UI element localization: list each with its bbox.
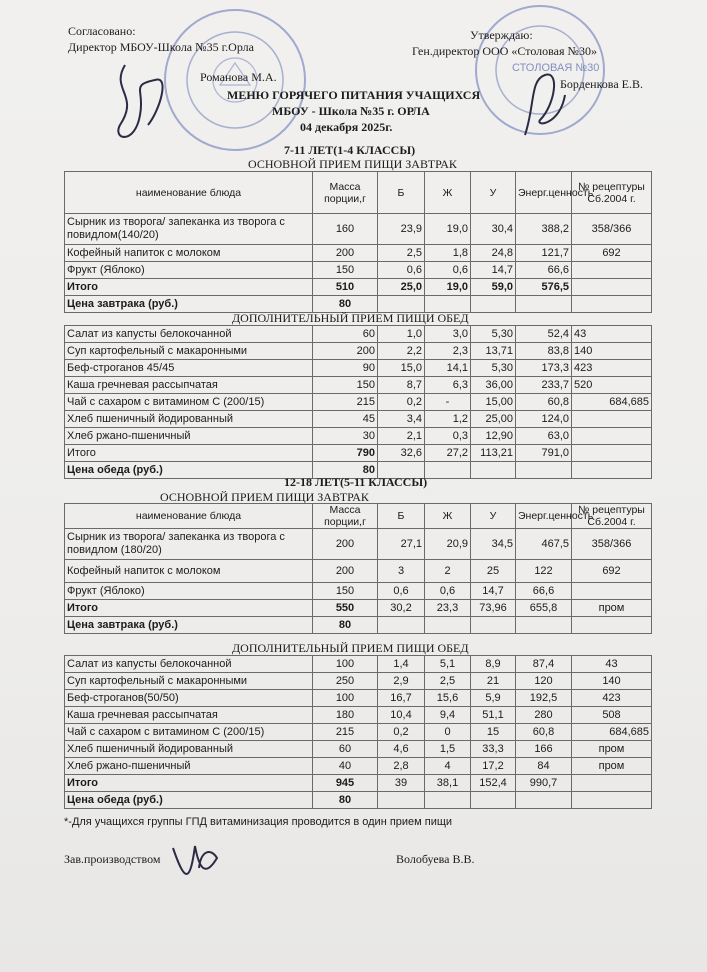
dish-u: 14,7 xyxy=(471,262,516,279)
dish-zh: 9,4 xyxy=(425,707,471,724)
dish-mass: 90 xyxy=(313,360,378,377)
dish-u: 24,8 xyxy=(471,245,516,262)
table-row xyxy=(65,326,652,343)
dish-mass: 215 xyxy=(313,724,378,741)
price-label: Цена завтрака (руб.) xyxy=(65,617,313,634)
total-label: Итого xyxy=(65,279,313,296)
dish-u: 5,9 xyxy=(471,690,516,707)
price-row xyxy=(65,617,652,634)
canteen-stamp-text: СТОЛОВАЯ №30 xyxy=(512,62,600,74)
dish-b: 27,1 xyxy=(378,529,425,560)
dish-u: 51,1 xyxy=(471,707,516,724)
dish-u: 30,4 xyxy=(471,214,516,245)
total-recipe xyxy=(572,445,652,462)
dish-name: Сырник из творога/ запеканка из творога с повидлом (180/20) xyxy=(65,529,313,560)
dish-u: 33,3 xyxy=(471,741,516,758)
dish-recipe: пром xyxy=(572,758,652,775)
table-row xyxy=(65,343,652,360)
price-value: 80 xyxy=(313,792,378,809)
table-header xyxy=(65,504,652,529)
dish-zh: 1,5 xyxy=(425,741,471,758)
dish-b: 2,5 xyxy=(378,245,425,262)
dish-zh: 1,8 xyxy=(425,245,471,262)
approve-name: Борденкова Е.В. xyxy=(560,77,643,91)
dish-energy: 124,0 xyxy=(516,411,572,428)
dish-energy: 66,6 xyxy=(516,583,572,600)
dish-zh: - xyxy=(425,394,471,411)
dish-b: 4,6 xyxy=(378,741,425,758)
dish-recipe: 520 xyxy=(572,377,652,394)
dish-mass: 200 xyxy=(313,245,378,262)
dish-zh: 15,6 xyxy=(425,690,471,707)
price-value: 80 xyxy=(313,296,378,313)
col-u: У xyxy=(471,172,516,214)
total-zh: 23,3 xyxy=(425,600,471,617)
total-zh: 27,2 xyxy=(425,445,471,462)
footnote: *-Для учащихся группы ГПД витаминизация проводится в один прием пищи xyxy=(64,816,453,828)
dish-zh: 0,6 xyxy=(425,583,471,600)
table-row xyxy=(65,394,652,411)
dish-mass: 60 xyxy=(313,326,378,343)
dish-u: 13,71 xyxy=(471,343,516,360)
group1-lunch-table xyxy=(64,325,652,479)
total-energy: 576,5 xyxy=(516,279,572,296)
dish-zh: 5,1 xyxy=(425,656,471,673)
dish-recipe: 684,685 xyxy=(572,394,652,411)
dish-b: 1,0 xyxy=(378,326,425,343)
group2-lunch-title: ДОПОЛНИТЕЛЬНЫЙ ПРИЕМ ПИЩИ ОБЕД xyxy=(232,641,469,655)
dish-zh: 3,0 xyxy=(425,326,471,343)
table-row xyxy=(65,656,652,673)
dish-recipe: 358/366 xyxy=(572,214,652,245)
price-label: Цена обеда (руб.) xyxy=(65,792,313,809)
group2-lunch-table xyxy=(64,655,652,809)
dish-u: 17,2 xyxy=(471,758,516,775)
total-recipe: пром xyxy=(572,600,652,617)
dish-mass: 30 xyxy=(313,428,378,445)
total-energy: 791,0 xyxy=(516,445,572,462)
total-u: 59,0 xyxy=(471,279,516,296)
school-name: МБОУ - Школа №35 г. ОРЛА xyxy=(272,104,430,118)
price-value: 80 xyxy=(313,462,378,479)
dish-recipe: 692 xyxy=(572,560,652,583)
total-mass: 510 xyxy=(313,279,378,296)
dish-b: 3,4 xyxy=(378,411,425,428)
table-row xyxy=(65,529,652,560)
dish-zh: 0,3 xyxy=(425,428,471,445)
total-mass: 945 xyxy=(313,775,378,792)
dish-u: 34,5 xyxy=(471,529,516,560)
price-value: 80 xyxy=(313,617,378,634)
dish-u: 21 xyxy=(471,673,516,690)
col-name: наименование блюда xyxy=(65,172,313,214)
table-row xyxy=(65,690,652,707)
dish-recipe: 43 xyxy=(572,656,652,673)
total-label: Итого xyxy=(65,775,313,792)
dish-energy: 66,6 xyxy=(516,262,572,279)
price-row xyxy=(65,296,652,313)
table-row xyxy=(65,428,652,445)
col-zh: Ж xyxy=(425,172,471,214)
col-recipe: № рецептуры Сб.2004 г. xyxy=(572,504,652,529)
total-u: 152,4 xyxy=(471,775,516,792)
total-zh: 38,1 xyxy=(425,775,471,792)
dish-u: 12,90 xyxy=(471,428,516,445)
dish-energy: 233,7 xyxy=(516,377,572,394)
dish-b: 0,6 xyxy=(378,583,425,600)
dish-energy: 166 xyxy=(516,741,572,758)
dish-name: Хлеб ржано-пшеничный xyxy=(65,758,313,775)
dish-name: Фрукт (Яблоко) xyxy=(65,583,313,600)
table-row xyxy=(65,377,652,394)
dish-mass: 45 xyxy=(313,411,378,428)
dish-u: 5,30 xyxy=(471,360,516,377)
agreed-position: Директор МБОУ-Школа №35 г.Орла xyxy=(68,40,254,54)
dish-energy: 467,5 xyxy=(516,529,572,560)
dish-name: Фрукт (Яблоко) xyxy=(65,262,313,279)
dish-u: 5,30 xyxy=(471,326,516,343)
dish-zh: 2,5 xyxy=(425,673,471,690)
dish-energy: 52,4 xyxy=(516,326,572,343)
dish-mass: 100 xyxy=(313,690,378,707)
dish-name: Суп картофельный с макаронными xyxy=(65,673,313,690)
table-row xyxy=(65,214,652,245)
total-b: 30,2 xyxy=(378,600,425,617)
dish-b: 8,7 xyxy=(378,377,425,394)
dish-mass: 250 xyxy=(313,673,378,690)
table-row xyxy=(65,583,652,600)
dish-name: Хлеб пшеничный йодированный xyxy=(65,411,313,428)
dish-mass: 150 xyxy=(313,262,378,279)
price-label: Цена обеда (руб.) xyxy=(65,462,313,479)
group1-title: 7-11 ЛЕТ(1-4 КЛАССЫ) xyxy=(284,143,416,157)
dish-name: Беф-строганов 45/45 xyxy=(65,360,313,377)
dish-b: 0,2 xyxy=(378,724,425,741)
dish-recipe xyxy=(572,428,652,445)
dish-b: 16,7 xyxy=(378,690,425,707)
total-b: 25,0 xyxy=(378,279,425,296)
total-b: 39 xyxy=(378,775,425,792)
table-row xyxy=(65,262,652,279)
manager-name: Волобуева В.В. xyxy=(396,852,475,866)
total-zh: 19,0 xyxy=(425,279,471,296)
group2-breakfast-table xyxy=(64,503,652,634)
dish-energy: 84 xyxy=(516,758,572,775)
total-mass: 790 xyxy=(313,445,378,462)
dish-u: 15 xyxy=(471,724,516,741)
dish-mass: 200 xyxy=(313,529,378,560)
dish-zh: 20,9 xyxy=(425,529,471,560)
total-recipe xyxy=(572,775,652,792)
manager-signature xyxy=(165,838,225,888)
table-row xyxy=(65,673,652,690)
total-row xyxy=(65,600,652,617)
dish-energy: 280 xyxy=(516,707,572,724)
dish-zh: 1,2 xyxy=(425,411,471,428)
total-energy: 655,8 xyxy=(516,600,572,617)
col-u: У xyxy=(471,504,516,529)
dish-name: Кофейный напиток с молоком xyxy=(65,245,313,262)
price-row xyxy=(65,792,652,809)
menu-title: МЕНЮ ГОРЯЧЕГО ПИТАНИЯ УЧАЩИХСЯ xyxy=(227,88,481,102)
dish-mass: 215 xyxy=(313,394,378,411)
dish-name: Суп картофельный с макаронными xyxy=(65,343,313,360)
dish-name: Чай с сахаром с витамином С (200/15) xyxy=(65,394,313,411)
dish-recipe: 358/366 xyxy=(572,529,652,560)
menu-date: 04 декабря 2025г. xyxy=(300,120,393,134)
table-row xyxy=(65,758,652,775)
col-energy: Энерг.ценность xyxy=(516,172,572,214)
price-label: Цена завтрака (руб.) xyxy=(65,296,313,313)
dish-b: 2,2 xyxy=(378,343,425,360)
director-signature xyxy=(100,55,180,150)
table-row xyxy=(65,411,652,428)
dish-u: 15,00 xyxy=(471,394,516,411)
dish-recipe: 140 xyxy=(572,343,652,360)
dish-zh: 4 xyxy=(425,758,471,775)
dish-zh: 2,3 xyxy=(425,343,471,360)
dish-b: 2,1 xyxy=(378,428,425,445)
total-row xyxy=(65,445,652,462)
dish-mass: 40 xyxy=(313,758,378,775)
dish-b: 2,9 xyxy=(378,673,425,690)
dish-name: Каша гречневая рассыпчатая xyxy=(65,707,313,724)
dish-recipe: 684,685 xyxy=(572,724,652,741)
dish-name: Кофейный напиток с молоком xyxy=(65,560,313,583)
dish-name: Сырник из творога/ запеканка из творога с повидлом(140/20) xyxy=(65,214,313,245)
dish-name: Салат из капусты белокочанной xyxy=(65,656,313,673)
group1-breakfast-title: ОСНОВНОЙ ПРИЕМ ПИЩИ ЗАВТРАК xyxy=(248,157,457,171)
dish-b: 0,6 xyxy=(378,262,425,279)
total-u: 113,21 xyxy=(471,445,516,462)
table-row xyxy=(65,245,652,262)
manager-label: Зав.производством xyxy=(64,852,161,866)
agreed-label: Согласовано: xyxy=(68,24,136,38)
total-recipe xyxy=(572,279,652,296)
dish-mass: 160 xyxy=(313,214,378,245)
group2-breakfast-title: ОСНОВНОЙ ПРИЕМ ПИЩИ ЗАВТРАК xyxy=(160,490,369,504)
approve-position: Ген.директор ООО «Столовая №30» xyxy=(412,44,597,58)
dish-u: 25 xyxy=(471,560,516,583)
dish-recipe: пром xyxy=(572,741,652,758)
dish-b: 10,4 xyxy=(378,707,425,724)
dish-b: 1,4 xyxy=(378,656,425,673)
table-row xyxy=(65,741,652,758)
dish-name: Чай с сахаром с витамином С (200/15) xyxy=(65,724,313,741)
col-zh: Ж xyxy=(425,504,471,529)
dish-b: 23,9 xyxy=(378,214,425,245)
dish-energy: 388,2 xyxy=(516,214,572,245)
total-u: 73,96 xyxy=(471,600,516,617)
dish-energy: 83,8 xyxy=(516,343,572,360)
dish-energy: 173,3 xyxy=(516,360,572,377)
dish-zh: 0,6 xyxy=(425,262,471,279)
dish-zh: 6,3 xyxy=(425,377,471,394)
dish-energy: 87,4 xyxy=(516,656,572,673)
dish-mass: 200 xyxy=(313,343,378,360)
dish-name: Хлеб пшеничный йодированный xyxy=(65,741,313,758)
col-mass: Масса порции,г xyxy=(313,504,378,529)
dish-energy: 60,8 xyxy=(516,724,572,741)
col-b: Б xyxy=(378,172,425,214)
group2-title: 12-18 ЛЕТ(5-11 КЛАССЫ) xyxy=(284,475,428,489)
dish-mass: 100 xyxy=(313,656,378,673)
dish-name: Хлеб ржано-пшеничный xyxy=(65,428,313,445)
dish-recipe: 140 xyxy=(572,673,652,690)
dish-mass: 150 xyxy=(313,583,378,600)
total-label: Итого xyxy=(65,445,313,462)
table-row xyxy=(65,560,652,583)
dish-mass: 200 xyxy=(313,560,378,583)
total-row xyxy=(65,279,652,296)
total-energy: 990,7 xyxy=(516,775,572,792)
agreed-name: Романова М.А. xyxy=(200,70,277,84)
dish-u: 8,9 xyxy=(471,656,516,673)
dish-recipe xyxy=(572,411,652,428)
dish-energy: 122 xyxy=(516,560,572,583)
table-row xyxy=(65,360,652,377)
dish-recipe: 423 xyxy=(572,690,652,707)
col-name: наименование блюда xyxy=(65,504,313,529)
total-label: Итого xyxy=(65,600,313,617)
dish-u: 25,00 xyxy=(471,411,516,428)
dish-u: 36,00 xyxy=(471,377,516,394)
col-energy: Энерг.ценность xyxy=(516,504,572,529)
dish-recipe xyxy=(572,583,652,600)
table-row xyxy=(65,707,652,724)
dish-recipe xyxy=(572,262,652,279)
dish-zh: 19,0 xyxy=(425,214,471,245)
table-header xyxy=(65,172,652,214)
dish-mass: 60 xyxy=(313,741,378,758)
col-mass: Масса порции,г xyxy=(313,172,378,214)
dish-b: 2,8 xyxy=(378,758,425,775)
dish-energy: 120 xyxy=(516,673,572,690)
col-b: Б xyxy=(378,504,425,529)
dish-b: 0,2 xyxy=(378,394,425,411)
group1-breakfast-table xyxy=(64,171,652,313)
dish-zh: 14,1 xyxy=(425,360,471,377)
group1-lunch-title: ДОПОЛНИТЕЛЬНЫЙ ПРИЕМ ПИЩИ ОБЕД xyxy=(232,311,469,325)
dish-name: Салат из капусты белокочанной xyxy=(65,326,313,343)
dish-b: 15,0 xyxy=(378,360,425,377)
dish-energy: 192,5 xyxy=(516,690,572,707)
dish-u: 14,7 xyxy=(471,583,516,600)
approve-label: Утверждаю: xyxy=(470,28,533,42)
total-b: 32,6 xyxy=(378,445,425,462)
dish-energy: 121,7 xyxy=(516,245,572,262)
dish-energy: 60,8 xyxy=(516,394,572,411)
dish-name: Беф-строганов(50/50) xyxy=(65,690,313,707)
dish-recipe: 508 xyxy=(572,707,652,724)
dish-mass: 150 xyxy=(313,377,378,394)
total-mass: 550 xyxy=(313,600,378,617)
dish-recipe: 43 xyxy=(572,326,652,343)
dish-zh: 0 xyxy=(425,724,471,741)
dish-name: Каша гречневая рассыпчатая xyxy=(65,377,313,394)
total-row xyxy=(65,775,652,792)
dish-energy: 63,0 xyxy=(516,428,572,445)
dish-mass: 180 xyxy=(313,707,378,724)
col-recipe: № рецептуры Сб.2004 г. xyxy=(572,172,652,214)
dish-b: 3 xyxy=(378,560,425,583)
dish-recipe: 692 xyxy=(572,245,652,262)
table-row xyxy=(65,724,652,741)
dish-recipe: 423 xyxy=(572,360,652,377)
dish-zh: 2 xyxy=(425,560,471,583)
